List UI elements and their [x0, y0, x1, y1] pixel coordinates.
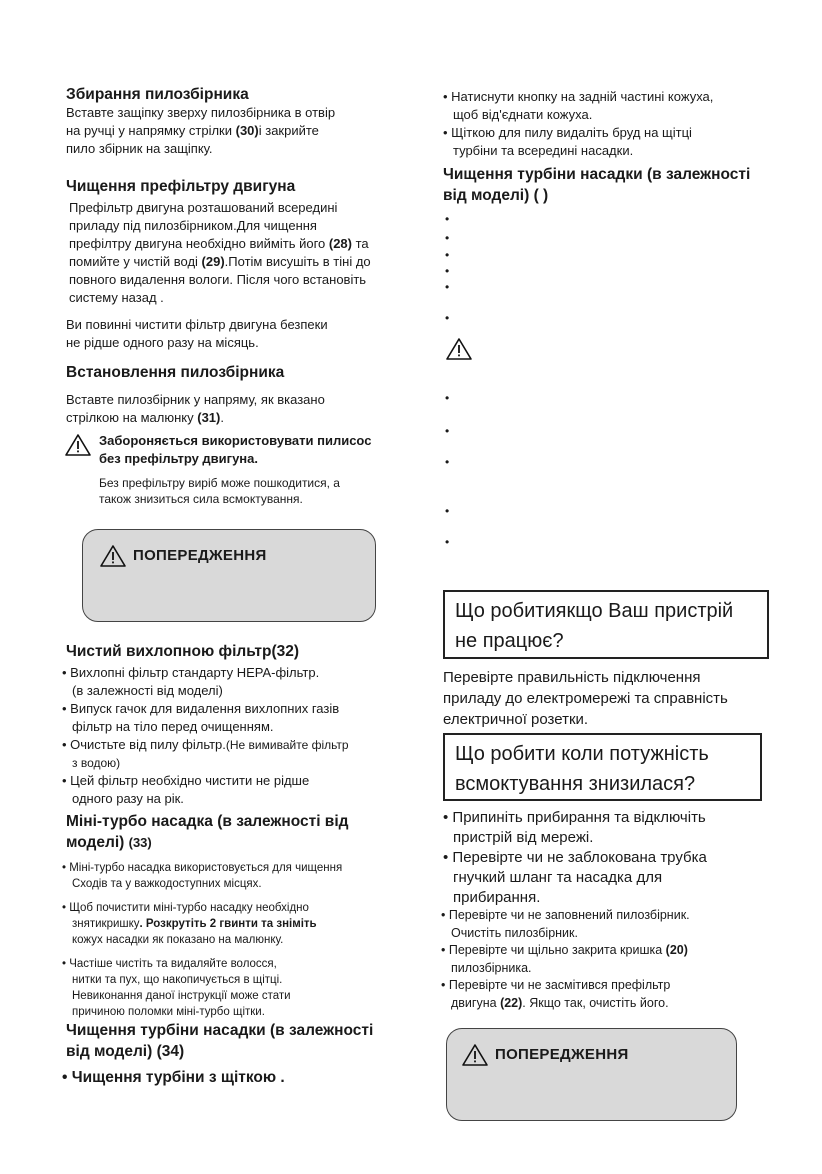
assembly-text: Вставте защіпку зверху пилозбірника в отвір на ручці у напрямку стрілки (30)і закрийте пило збірник на защіпку.: [66, 105, 336, 156]
empty-bullet: •: [445, 535, 450, 549]
empty-bullet: •: [445, 231, 450, 245]
section-title-turbine-2: Чищення турбіни насадки (в залежності від моделі) ( ): [443, 166, 751, 204]
install-warning-detail: Без префільтру виріб може пошкодитися, а також знизиться сила всмоктування.: [99, 476, 340, 506]
section-title-turbine: Чищення турбіни насадки (в залежності від моделі) (34): [66, 1022, 374, 1060]
turbine-steps-list: • Натиснути кнопку на задній частині кожуха, щоб від'єднати кожуха. • Щіткою для пилу видаліть бруд на щітці турбіни та всередині насадки.: [443, 89, 714, 158]
empty-bullet: •: [445, 280, 450, 294]
section-title-prefilter: Чищення префільтру двигуна: [66, 178, 296, 195]
install-text: Вставте пилозбірник у напряму, як вказано стрілкою на малюнку (31).: [66, 392, 325, 425]
warning-label: ПОПЕРЕДЖЕННЯ: [495, 1046, 629, 1063]
empty-bullet: •: [445, 212, 450, 226]
warning-box-right: [446, 1028, 737, 1121]
empty-bullet: •: [445, 311, 450, 325]
prefilter-text: Префільтр двигуна розташований всередині приладу під пилозбірником.Для чищення префілтру двигуна необхідно вийміть його (28) та помийте у чистій воді (29).Потім висушіть в тіні до повного видалення вологи. Після чого встановіть систему назад .: [69, 200, 371, 305]
section-title-install: Встановлення пилозбірника: [66, 364, 285, 381]
question-box-not-working: Що робитиякщо Ваш пристрій не працює?: [443, 590, 769, 659]
warning-box-left: [82, 529, 376, 622]
turbine-brush-subtitle: • Чищення турбіни з щіткою .: [62, 1069, 285, 1086]
empty-bullet: •: [445, 424, 450, 438]
empty-bullet: •: [445, 455, 450, 469]
suction-reduced-list-large: • Припиніть прибирання та відключіть пристрій від мережі. • Перевірте чи не заблокована трубка гнучкий шланг та насадка для прибирання.: [443, 809, 707, 906]
empty-bullet: •: [445, 248, 450, 262]
warning-triangle-icon: [64, 433, 92, 457]
prefilter-monthly-note: Ви повинні чистити фільтр двигуна безпеки не рідше одного разу на місяць.: [66, 317, 328, 350]
warning-label: ПОПЕРЕДЖЕННЯ: [133, 547, 267, 564]
warning-triangle-icon: [445, 337, 473, 361]
section-title-miniturbo: Міні-турбо насадка (в залежності від моделі) (33): [66, 813, 349, 851]
question-box-suction-reduced: Що робити коли потужність всмоктування знизилася?: [443, 733, 762, 801]
install-warning: Забороняється використовувати пилисос без префільтру двигуна.: [99, 433, 372, 466]
suction-reduced-list-small: • Перевірте чи не заповнений пилозбірник. Очистіть пилозбірник. • Перевірте чи щільно закрита кришка (20) пилозбірника. • Перевірте чи не засмітився префільтр двигуна (22). Якщо так, очистіть його.: [441, 908, 690, 1010]
empty-bullet: •: [445, 391, 450, 405]
miniturbo-list: • Міні-турбо насадка використовується для чищення Сходів та у важкодоступних місцях. • Щоб почистити міні-турбо насадку необхідно знятикришку. Розкрутіть 2 гвинти та зніміть кожух насадки як показано на малюнку. • Частіше чистіть та видаляйте волосся, нитки та пух, що накопичується в щітці. Невиконання даної інструкції може стати причиною поломки міні-турбо щітки.: [62, 862, 343, 1018]
section-title-assembly: Збирання пилозбірника: [66, 86, 249, 103]
empty-bullet: •: [445, 264, 450, 278]
section-title-exhaust: Чистий вихлопною фільтр(32): [66, 643, 300, 660]
warning-triangle-icon: [461, 1043, 489, 1067]
exhaust-list: • Вихлопні фільтр стандарту HEPA-фільтр. (в залежності від моделі) • Випуск гачок для видалення вихлопних газів фільтр на тіло перед очищенням. • Очистьте від пилу фільтр.(Не вимивайте фільтр з водою) • Цей фільтр необхідно чистити не рідше одного разу на рік.: [62, 665, 349, 806]
not-working-answer: Перевірте правильність підключення приладу до електромережі та справність електричної розетки.: [443, 669, 728, 728]
warning-triangle-icon: [99, 544, 127, 568]
empty-bullet: •: [445, 504, 450, 518]
